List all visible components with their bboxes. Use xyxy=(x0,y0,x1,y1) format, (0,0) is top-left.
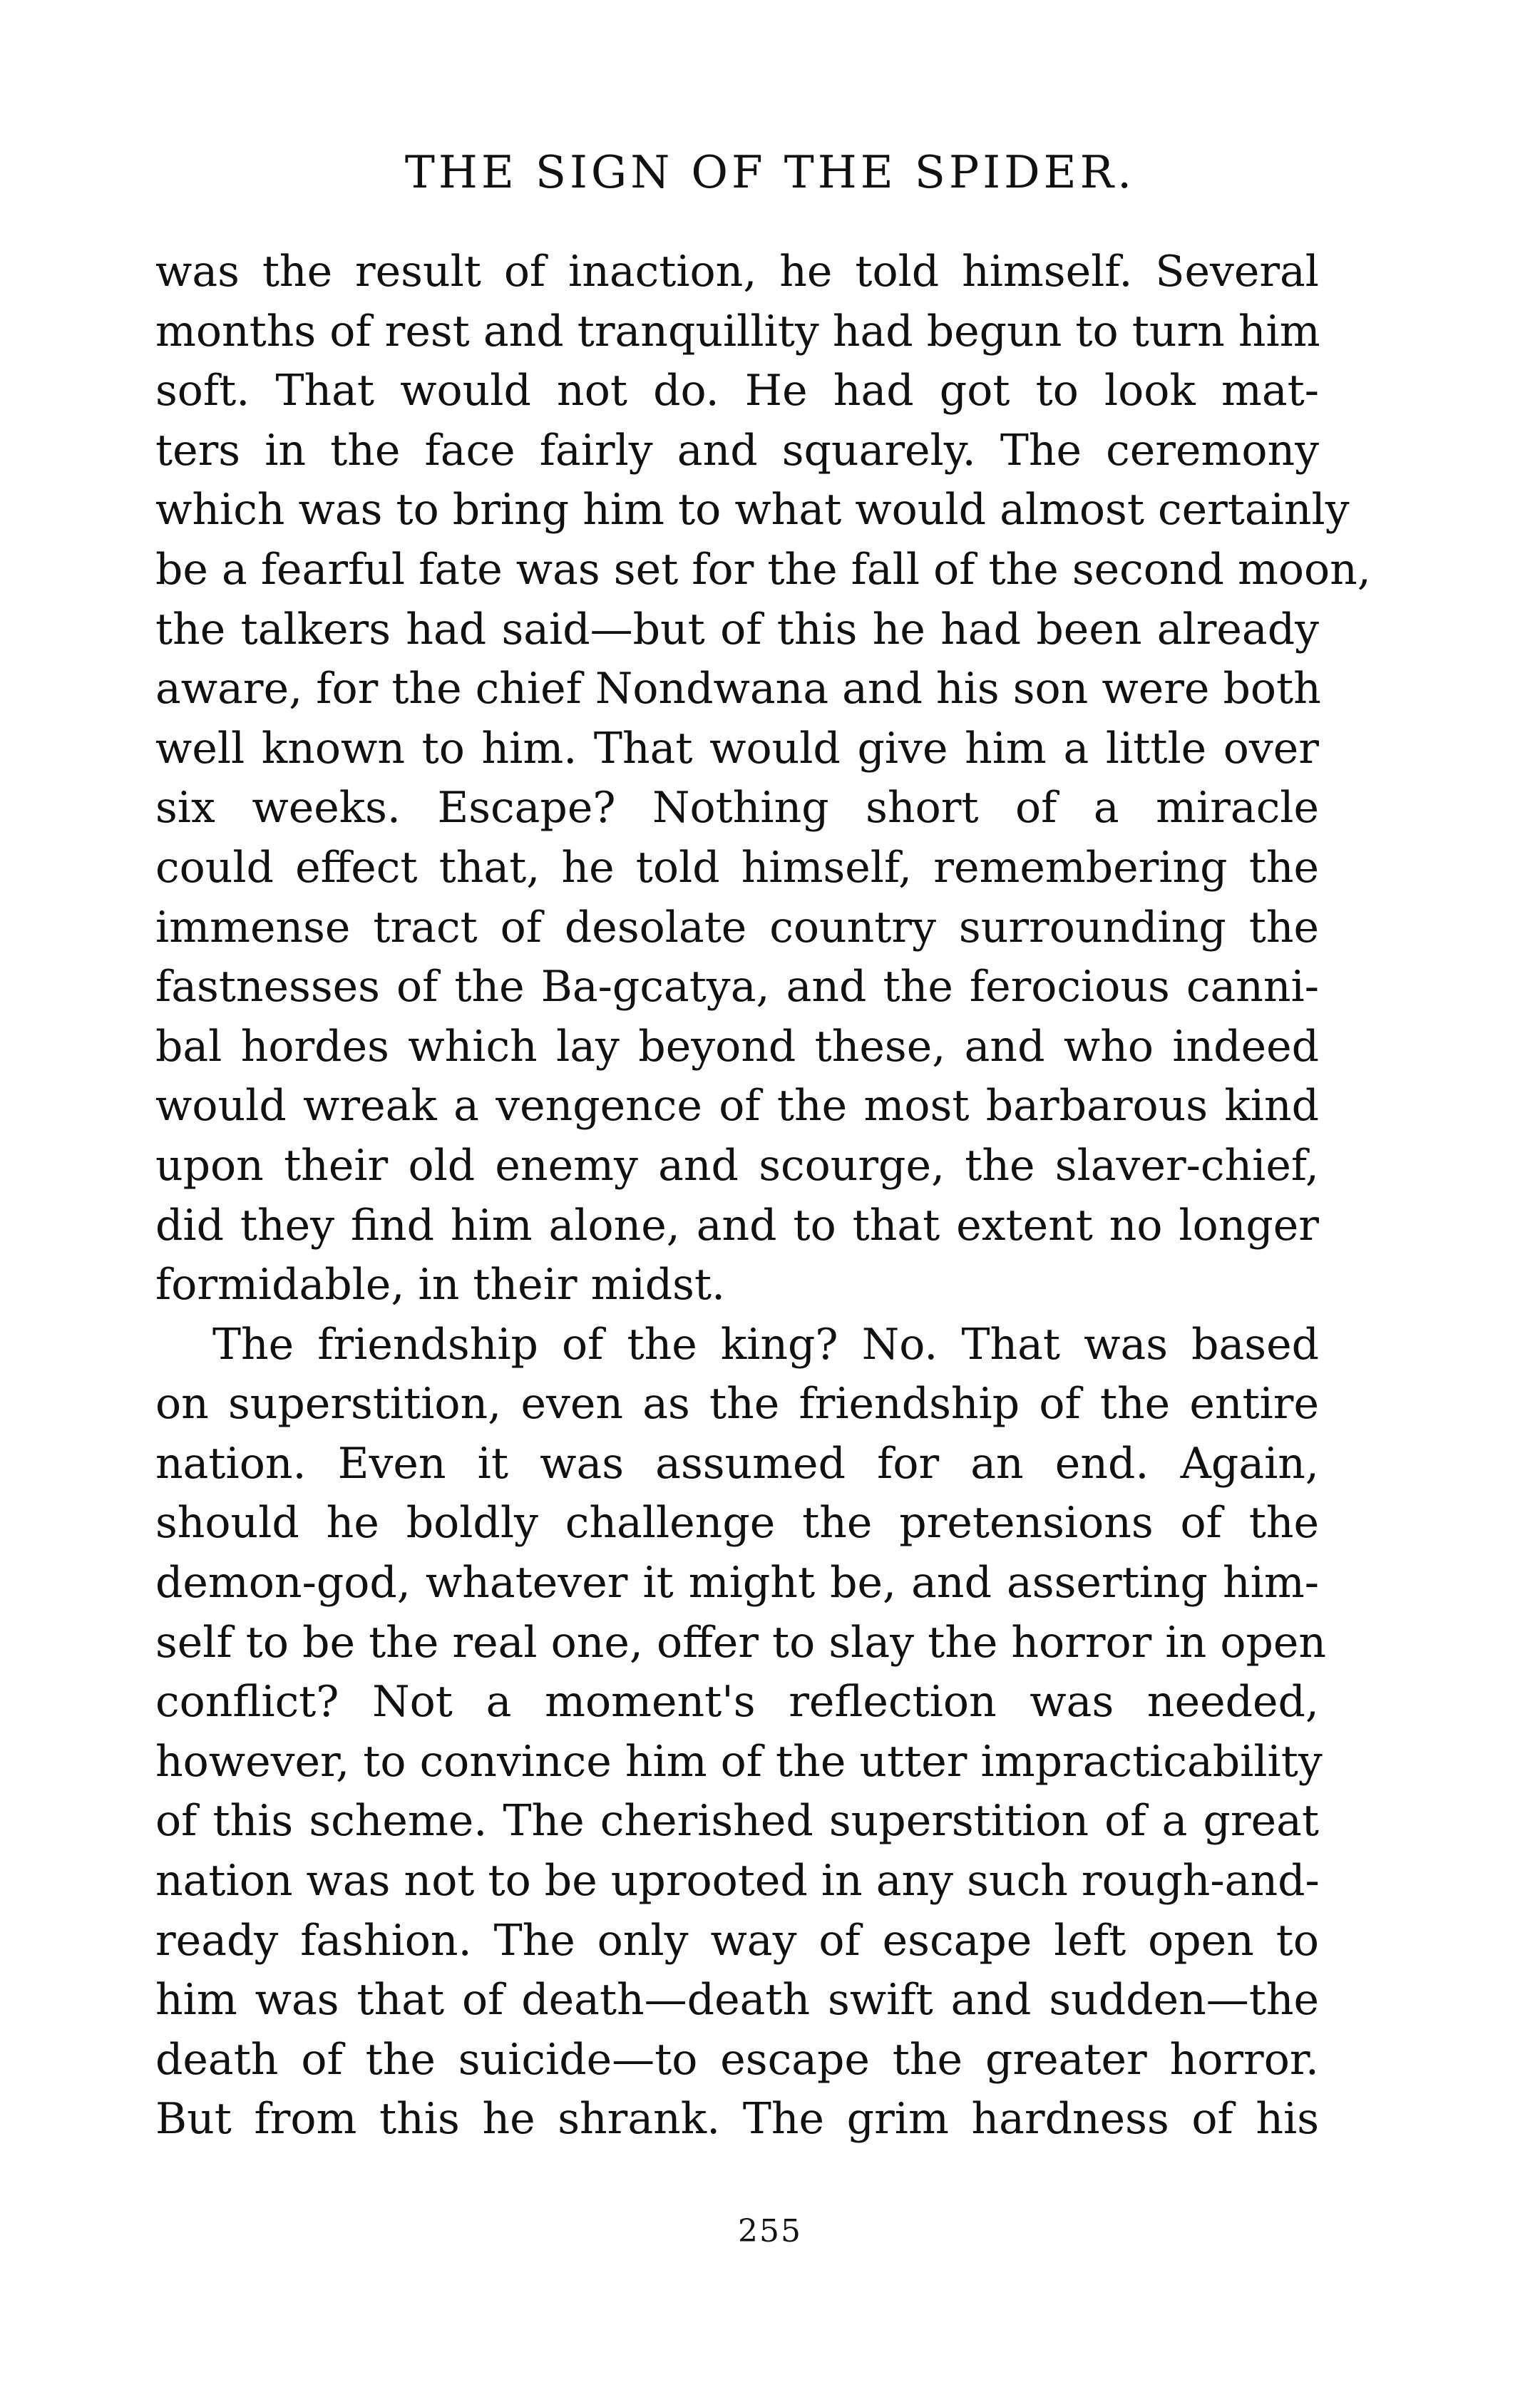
text-line: The friendship of the king? No. That was based xyxy=(212,1319,1319,1370)
text-line: formidable, in their midst. xyxy=(155,1260,726,1310)
text-line: him was that of death—death swift and sudden—the xyxy=(155,1975,1319,2026)
text-line: however, to convince him of the utter impracticability xyxy=(155,1736,1323,1787)
text-line: was the result of inaction, he told himself. Several xyxy=(155,247,1319,297)
text-line: ready fashion. The only way of escape left open to xyxy=(155,1915,1319,1966)
text-line: months of rest and tranquillity had begun to turn him xyxy=(155,306,1320,356)
text-line: nation. Even it was assumed for an end. Again, xyxy=(155,1438,1319,1489)
page-number: 255 xyxy=(738,2213,802,2249)
text-line: demon-god, whatever it might be, and asserting him- xyxy=(155,1558,1319,1608)
text-line: bal hordes which lay beyond these, and who indeed xyxy=(155,1021,1319,1072)
text-line: which was to bring him to what would almost certainly xyxy=(155,485,1350,535)
text-line: the talkers had said—but of this he had been already xyxy=(155,604,1319,655)
text-line: death of the suicide—to escape the greater horror. xyxy=(155,2034,1319,2085)
text-line: self to be the real one, offer to slay the horror in open xyxy=(155,1617,1327,1668)
text-line: did they find him alone, and to that extent no longer xyxy=(155,1200,1319,1251)
text-line: of this scheme. The cherished superstition of a great xyxy=(155,1796,1319,1847)
text-line: six weeks. Escape? Nothing short of a miracle xyxy=(155,783,1319,833)
text-line: nation was not to be uprooted in any such rough-and- xyxy=(155,1856,1320,1906)
text-line: upon their old enemy and scourge, the slaver-chief, xyxy=(155,1140,1319,1191)
text-line: on superstition, even as the friendship of the entire xyxy=(155,1379,1319,1429)
text-line: fastnesses of the Ba-gcatya, and the ferocious canni- xyxy=(155,962,1319,1012)
text-line: be a fearful fate was set for the fall of the second moon, xyxy=(155,544,1371,595)
text-line: But from this he shrank. The grim hardness of his xyxy=(155,2094,1319,2145)
text-line: would wreak a vengence of the most barbarous kind xyxy=(155,1081,1319,1131)
text-line: should he boldly challenge the pretensions of the xyxy=(155,1498,1319,1549)
text-line: immense tract of desolate country surrounding the xyxy=(155,902,1319,953)
text-line: well known to him. That would give him a little over xyxy=(155,723,1319,774)
text-line: conflict? Not a moment's reflection was needed, xyxy=(155,1677,1319,1728)
text-line: aware, for the chief Nondwana and his son were both xyxy=(155,664,1321,714)
text-line: ters in the face fairly and squarely. The ceremony xyxy=(155,425,1319,476)
text-line: soft. That would not do. He had got to look mat- xyxy=(155,366,1319,416)
body-text xyxy=(155,242,1371,2150)
running-head: THE SIGN OF THE SPIDER. xyxy=(404,146,1136,198)
text-line: could effect that, he told himself, remembering the xyxy=(155,842,1319,893)
